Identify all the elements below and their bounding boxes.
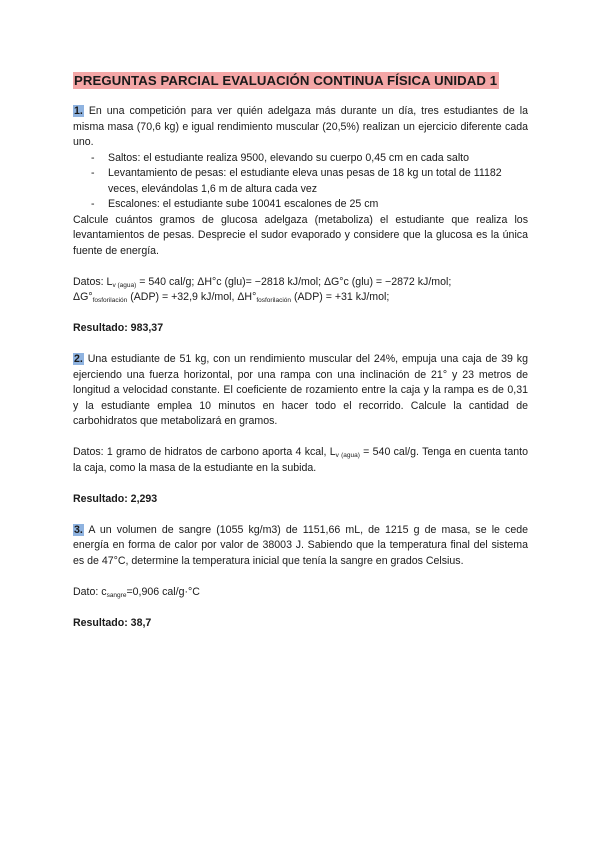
question-3-body: A un volumen de sangre (1055 kg/m3) de 1151,66 mL, de 1215 g de masa, se le cede energía en forma de calor por valor de 38003 J. Sabiendo que la temperatura final del sistema es de 47°C, determine la temperatura inicial que tenía la sangre en grados Celsius. — [73, 523, 528, 567]
data-text: =0,906 cal/g·°C — [126, 585, 200, 598]
data-text: Dato: c — [73, 585, 107, 598]
data-text: = 540 cal/g; ΔH°c (glu)= −2818 kJ/mol; ΔG°c (glu) = −2872 kJ/mol; — [136, 275, 452, 288]
data-text: (ADP) = +31 kJ/mol; — [291, 291, 390, 303]
data-text: ΔG° — [73, 291, 93, 303]
data-text: Datos: 1 gramo de hidratos de carbono aporta 4 kcal, L — [73, 446, 336, 458]
data-subscript: v (agua) — [335, 452, 360, 459]
question-2-text — [73, 352, 528, 430]
question-1-data — [73, 275, 528, 306]
question-1-options — [73, 151, 528, 213]
question-2-data — [73, 445, 528, 476]
data-text: Datos: L — [73, 275, 113, 288]
page-title: PREGUNTAS PARCIAL EVALUACIÓN CONTINUA FÍSICA UNIDAD 1 — [74, 73, 498, 88]
question-3-number: 3. — [74, 523, 83, 536]
data-subscript: fosforilación — [256, 297, 291, 304]
data-text: = 540 cal/g. Tenga en cuenta tanto la caja, como la masa de la estudiante en la subida. — [73, 446, 528, 474]
document-body — [73, 104, 528, 631]
data-text: (ADP) = +32,9 kJ/mol, ΔH° — [127, 291, 257, 303]
data-subscript: v (agua) — [112, 281, 137, 289]
data-subscript: sangre — [106, 591, 127, 599]
question-3-result: Resultado: 38,7 — [73, 616, 152, 629]
question-2-body: Una estudiante de 51 kg, con un rendimiento muscular del 24%, empuja una caja de 39 kg ejerciendo una fuerza horizontal, por una rampa con una inclinación de 21° y 23 metros de longitud a velocidad constante. El coeficiente de rozamiento entre la caja y la rampa es de 0,31 y la estudiante emplea 10 minutos en hacer todo el recorrido. Calcule la cantidad de carbohidratos que metabolizará en gramos. — [73, 353, 528, 427]
question-2-result: Resultado: 2,293 — [73, 492, 158, 505]
question-1-result: Resultado: 983,37 — [73, 322, 164, 334]
question-1-number: 1. — [74, 105, 83, 117]
question-1-intro-text: En una competición para ver quién adelgaza más durante un día, tres estudiantes de la misma masa (70,6 kg) e igual rendimiento muscular (20,5%) realizan un ejercicio diferente cada uno. — [73, 105, 528, 148]
question-2-number: 2. — [74, 353, 83, 365]
question-1-intro — [73, 104, 528, 151]
list-item: - Escalones: el estudiante sube 10041 escalones de 25 cm — [91, 197, 528, 213]
question-1-prompt: Calcule cuántos gramos de glucosa adelgaza (metaboliza) el estudiante que realiza los levantamientos de pesas. Desprecie el sudor evaporado y considere que la glucosa es la única fuente de energía. — [73, 213, 528, 257]
question-3-data — [73, 585, 528, 601]
list-item: - Saltos: el estudiante realiza 9500, elevando su cuerpo 0,45 cm en cada salto — [91, 151, 528, 167]
question-3-text — [73, 523, 528, 570]
list-item: - Levantamiento de pesas: el estudiante eleva unas pesas de 18 kg un total de 11182 veces, elevándolas 1,6 m de altura cada vez — [91, 166, 528, 197]
data-subscript: fosforilación — [92, 297, 128, 304]
